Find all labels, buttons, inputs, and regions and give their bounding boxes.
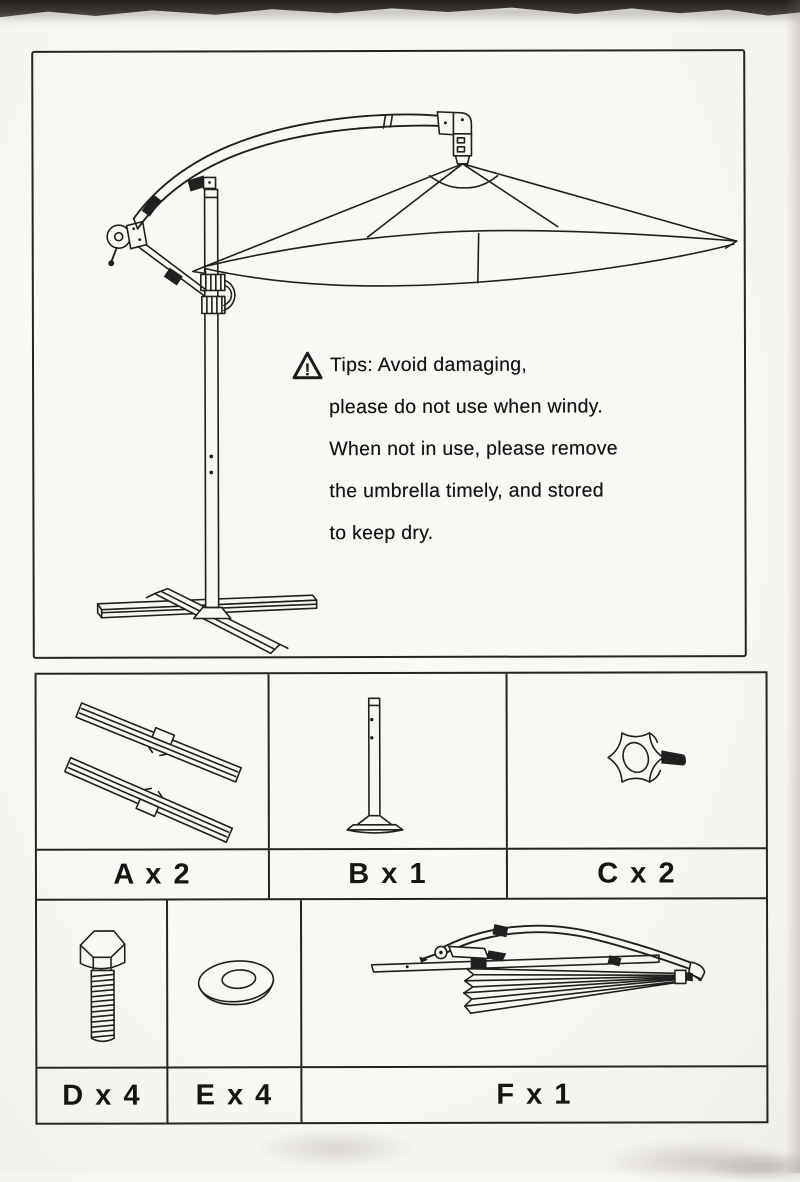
part-cell-a [37, 674, 270, 848]
scan-right-shade [786, 0, 800, 1173]
lower-pole-icon [270, 674, 506, 848]
support-strut [137, 240, 207, 295]
assembled-umbrella-panel [31, 49, 747, 659]
curved-arm [133, 114, 439, 228]
washer-icon [168, 900, 300, 1066]
part-cell-d [37, 900, 168, 1066]
part-cell-e [168, 900, 302, 1066]
arm-elbow-connector [437, 112, 471, 164]
part-label-d: D x 4 [62, 1079, 142, 1112]
part-cell-c [508, 673, 766, 848]
parts-row-1-pictures [37, 673, 766, 849]
hex-bolt-icon [37, 900, 166, 1066]
scan-smudge [250, 1128, 420, 1168]
tips-line-4: the umbrella timely, and stored [329, 478, 604, 502]
base-rails-icon [37, 674, 268, 848]
warning-exclamation: ! [304, 359, 311, 379]
tips-line-5: to keep dry. [329, 521, 434, 544]
warning-triangle-icon [292, 351, 323, 380]
tips-line-1 [292, 343, 692, 386]
part-cell-f [302, 899, 766, 1066]
tips-line-3: When not in use, please remove [329, 436, 618, 460]
canopy [193, 163, 737, 286]
part-cell-b [270, 674, 508, 848]
part-label-a: A x 2 [113, 857, 192, 891]
parts-row-1-labels [37, 847, 766, 901]
part-label-b: B x 1 [348, 857, 428, 890]
part-label-f: F x 1 [496, 1078, 573, 1111]
tips-note [292, 343, 693, 554]
tips-line-2: please do not use when windy. [329, 394, 604, 418]
parts-row-2-labels [37, 1065, 766, 1123]
parts-row-2-pictures [37, 899, 766, 1067]
part-label-c: C x 2 [597, 856, 677, 890]
umbrella-pole [193, 189, 231, 618]
locking-knob-icon [508, 673, 766, 848]
scan-edge-shadow [0, 8, 800, 24]
folded-umbrella-icon [302, 899, 766, 1066]
parts-table [35, 671, 769, 1125]
crank-handle [107, 222, 147, 267]
tips-text-1: Tips: Avoid damaging, [329, 353, 528, 376]
part-label-e: E x 4 [195, 1078, 274, 1111]
